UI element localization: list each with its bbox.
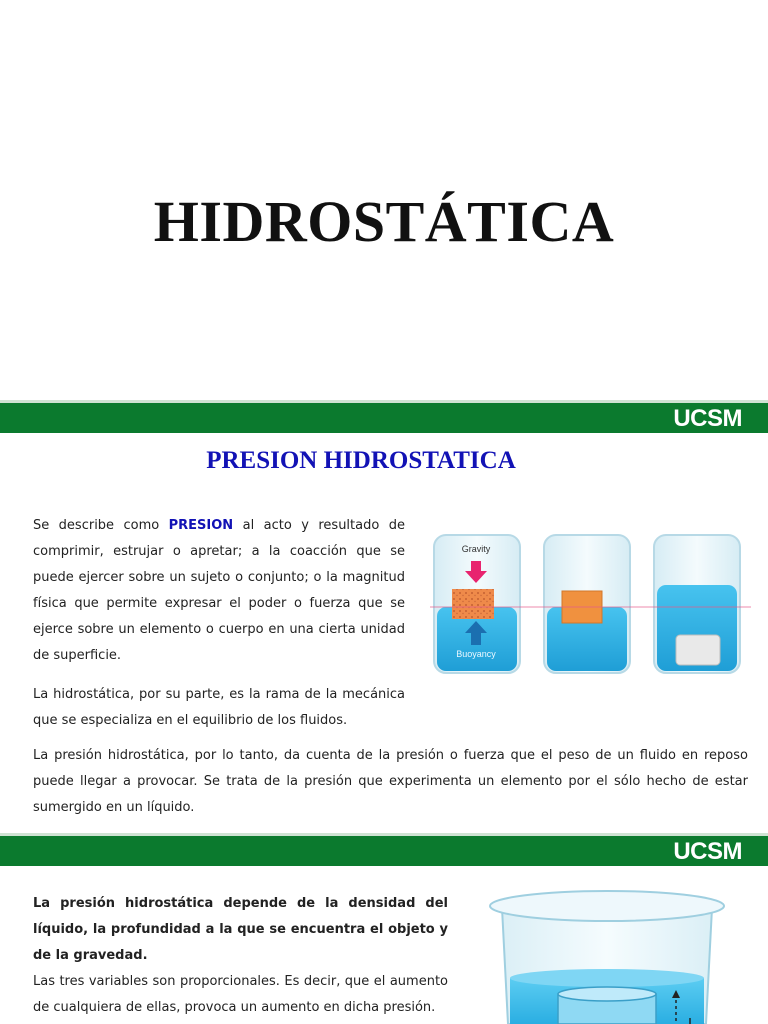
title-slide — [0, 0, 768, 400]
sunken-block — [676, 635, 720, 665]
beaker-2 — [544, 535, 630, 673]
dependencia-slide — [0, 866, 768, 1024]
section-heading: PRESION HIDROSTATICA — [206, 447, 516, 474]
buoyancy-beakers-figure — [428, 525, 753, 695]
ucsm-band-1 — [0, 400, 768, 433]
dependencia-bold: La presión hidrostática depende de la densidad del líquido, la profundidad a la que se encuentra el objeto y de la gravedad. — [33, 896, 448, 963]
beaker-3 — [654, 535, 740, 673]
buoyancy-label: Buoyancy — [456, 649, 496, 659]
dependencia-paragraph — [33, 891, 448, 1021]
submerged-cylinder-figure — [480, 882, 740, 1024]
ucsm-band-2 — [0, 833, 768, 866]
ucsm-logo-text: UCSM — [673, 838, 742, 865]
cylinder-top — [558, 987, 656, 1001]
definition-paragraph — [33, 513, 405, 669]
slide-title: HIDROSTÁTICA — [153, 189, 615, 254]
definition-highlight: PRESION — [168, 518, 234, 533]
definition-prefix: Se describe como — [33, 518, 160, 533]
dependencia-rest: Las tres variables son proporcionales. Es decir, que el aumento de cualquiera de ellas, provoca un aumento en dicha presión. — [33, 974, 448, 1015]
hidrostatica-paragraph: La hidrostática, por su parte, es la rama de la mecánica que se especializa en el equilibrio de los fluidos. — [33, 687, 405, 728]
sponge-block — [452, 589, 494, 619]
beaker-1 — [434, 535, 520, 673]
definition-rest: al acto y resultado de comprimir, estrujar o apretar; a la coacción que se puede ejercer sobre un sujeto o conjunto; o la magnitud física que permite expresar el poder o fuerza que se ejerce sobre un elemento o cuerpo en una cierta unidad de superficie. — [33, 518, 405, 663]
presion-hidrostatica-paragraph: La presión hidrostática, por lo tanto, da cuenta de la presión o fuerza que el peso de un fluido en reposo puede llegar a provocar. Se trata de la presión que experimenta un elemento por el sólo hecho de estar sumergido en un líquido. — [33, 748, 748, 815]
presion-slide — [0, 433, 768, 833]
gravity-label: Gravity — [461, 544, 491, 554]
ucsm-logo-text: UCSM — [673, 405, 742, 432]
